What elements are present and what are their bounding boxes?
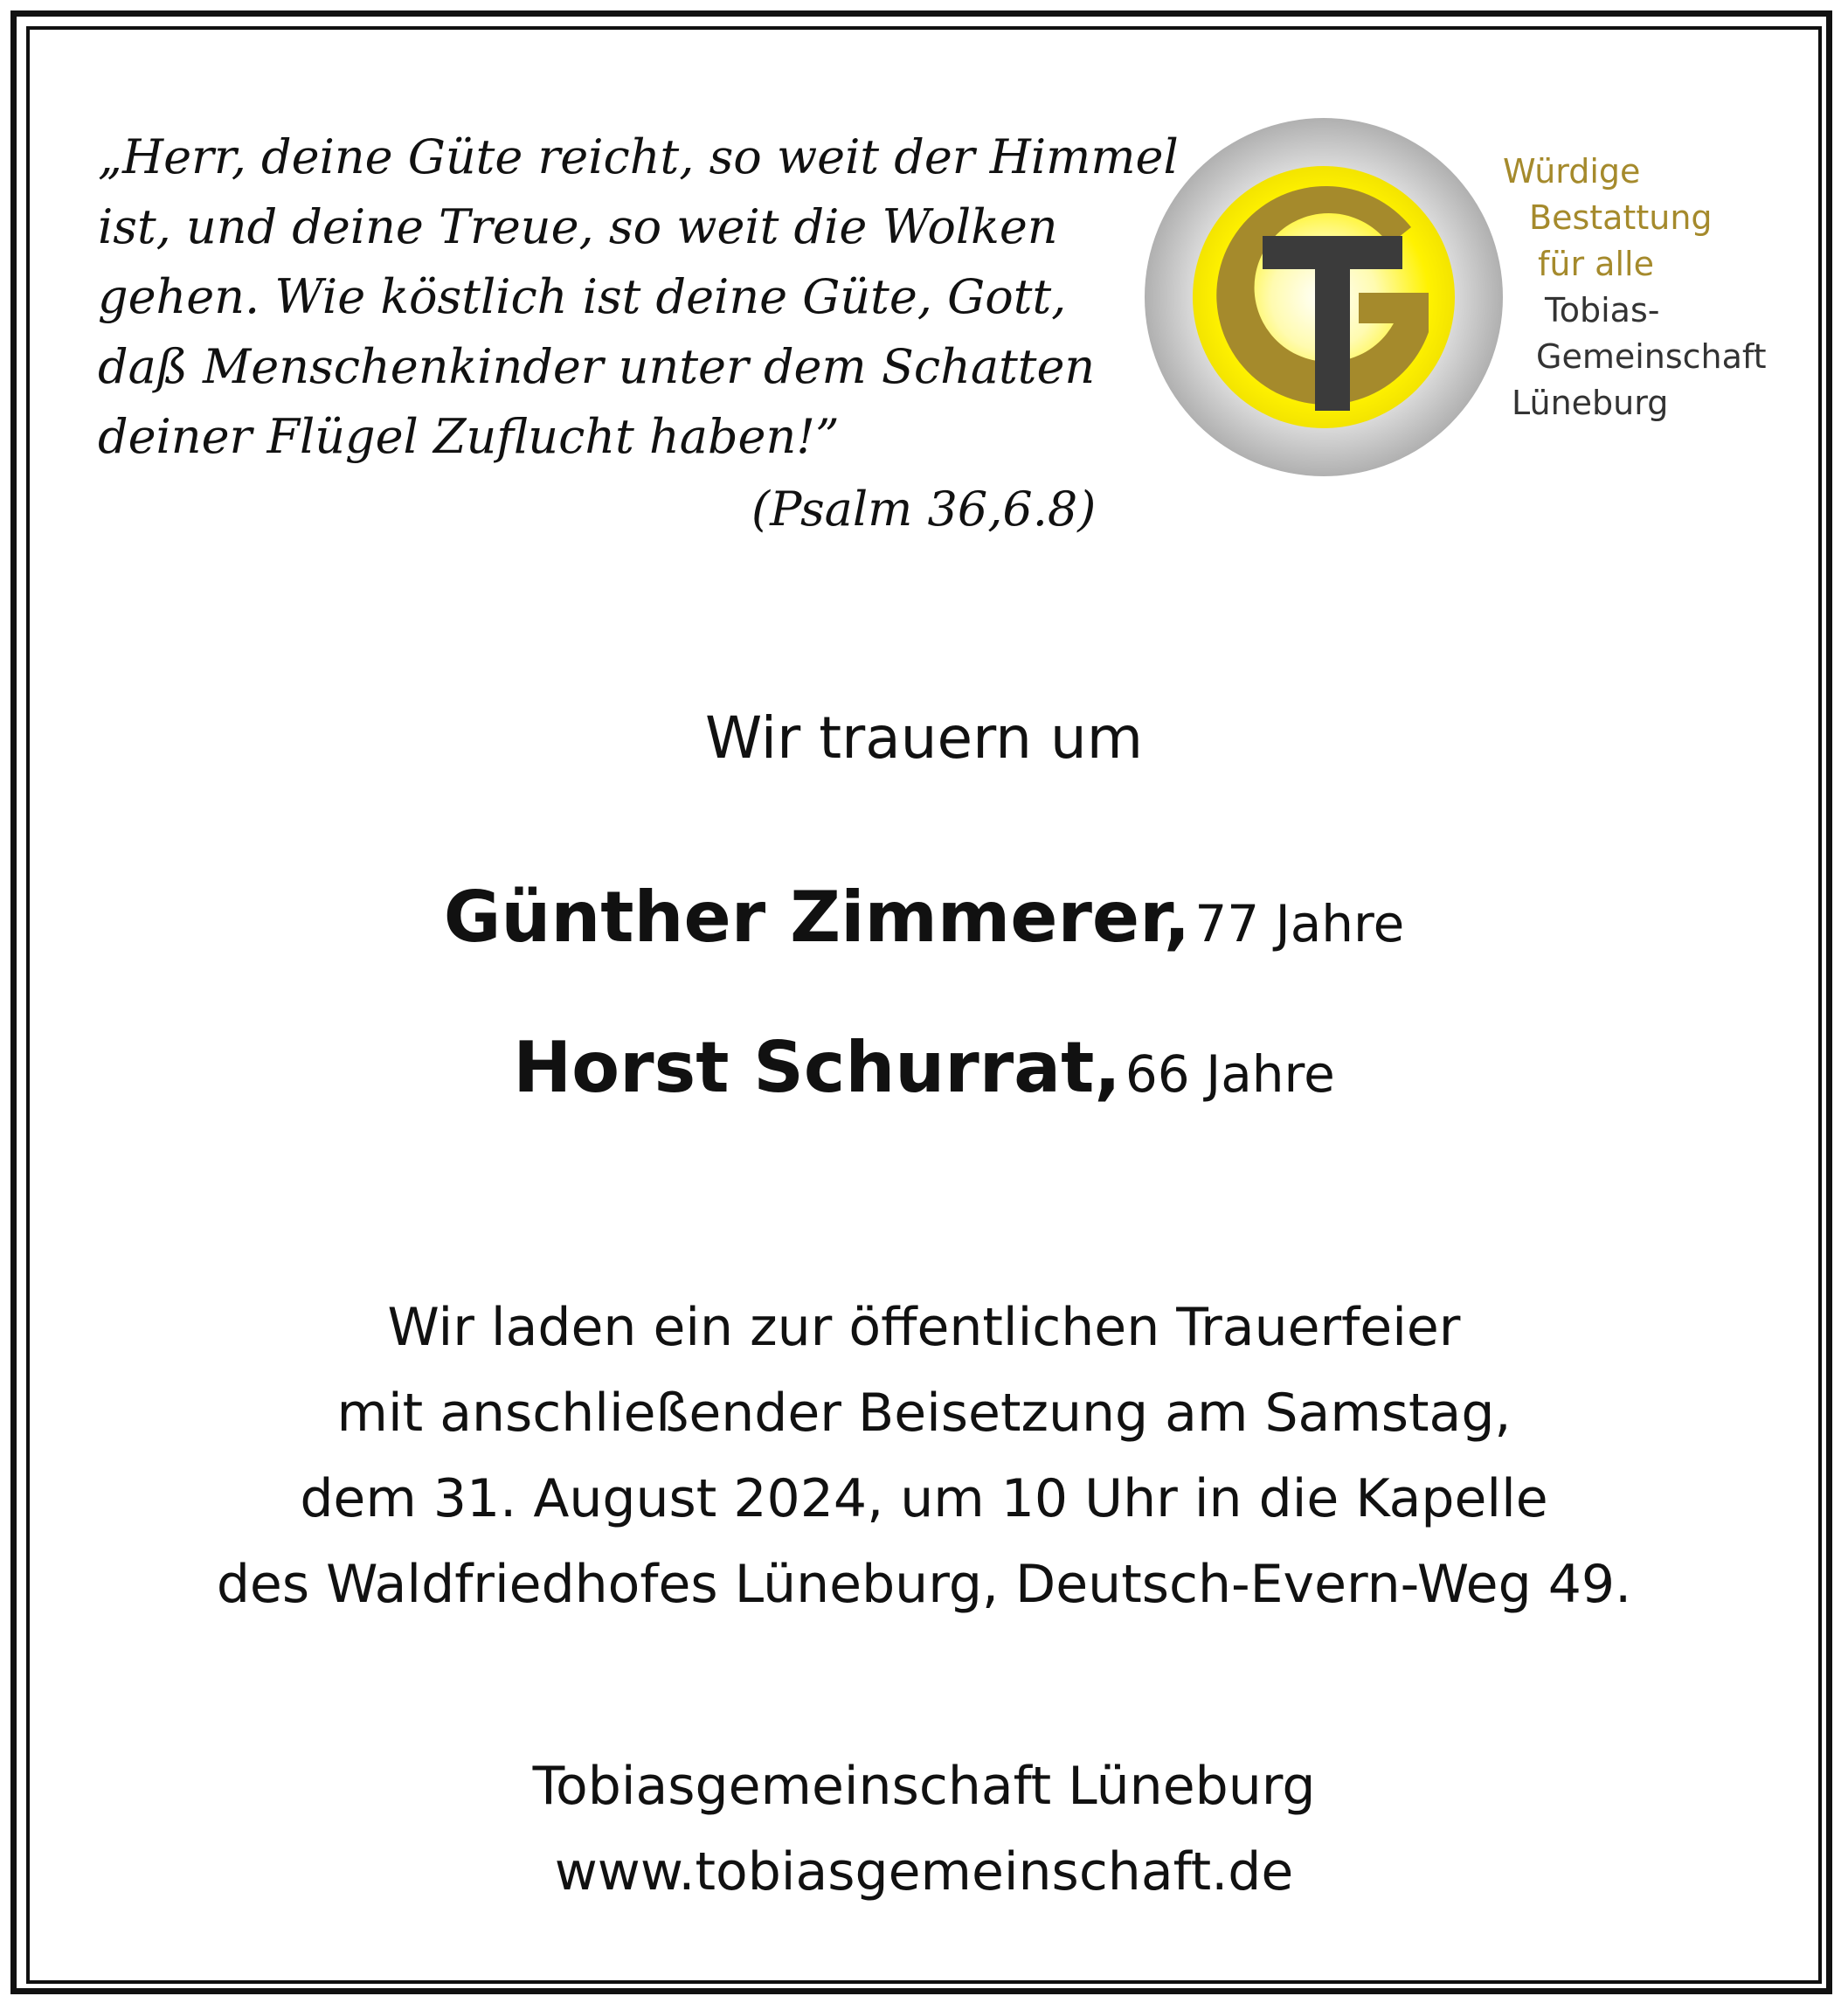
quote-line: daß Menschenkinder unter dem Schatten <box>98 339 1096 394</box>
invitation-line: mit anschließender Beisetzung am Samstag, <box>336 1383 1512 1444</box>
footer <box>0 1743 1848 1915</box>
logo-org: Gemeinschaft <box>1536 337 1767 376</box>
logo-wordmark <box>1503 149 1835 426</box>
quote-line: deiner Flügel Zuflucht haben!” <box>98 409 840 464</box>
invitation-line: Wir laden ein zur öffentlichen Trauerfeier <box>387 1297 1461 1358</box>
quote-line: gehen. Wie köstlich ist deine Güte, Gott, <box>98 269 1067 324</box>
logo-org: Lüneburg <box>1512 384 1669 422</box>
quote-line: „Herr, deine Güte reicht, so weit der Himmel <box>98 129 1179 184</box>
invitation-text <box>0 1285 1848 1627</box>
invitation-line: des Waldfriedhofes Lüneburg, Deutsch-Evern-Weg 49. <box>216 1554 1632 1615</box>
mourning-heading: Wir trauern um <box>704 704 1144 772</box>
deceased-age: 66 Jahre <box>1125 1044 1335 1104</box>
logo-tagline: Würdige <box>1503 152 1641 191</box>
deceased-entry <box>0 852 1848 1002</box>
tobias-logo-icon <box>1140 114 1507 481</box>
deceased-age: 77 Jahre <box>1194 894 1405 953</box>
deceased-name: Horst Schurrat, <box>513 1027 1121 1108</box>
footer-website: www.tobiasgemeinschaft.de <box>554 1841 1294 1903</box>
psalm-quote <box>98 122 1179 472</box>
deceased-list <box>0 852 1848 1153</box>
quote-reference: (Psalm 36,6.8) <box>751 482 1097 537</box>
logo-tagline: Bestattung <box>1529 198 1713 237</box>
invitation-line: dem 31. August 2024, um 10 Uhr in die Kapelle <box>300 1468 1548 1529</box>
logo-tagline: für alle <box>1538 245 1654 283</box>
quote-line: ist, und deine Treue, so weit die Wolken <box>98 199 1058 254</box>
deceased-entry <box>0 1002 1848 1153</box>
footer-org: Tobiasgemeinschaft Lüneburg <box>532 1756 1316 1817</box>
logo-org: Tobias- <box>1545 291 1660 329</box>
deceased-name: Günther Zimmerer, <box>443 877 1191 958</box>
